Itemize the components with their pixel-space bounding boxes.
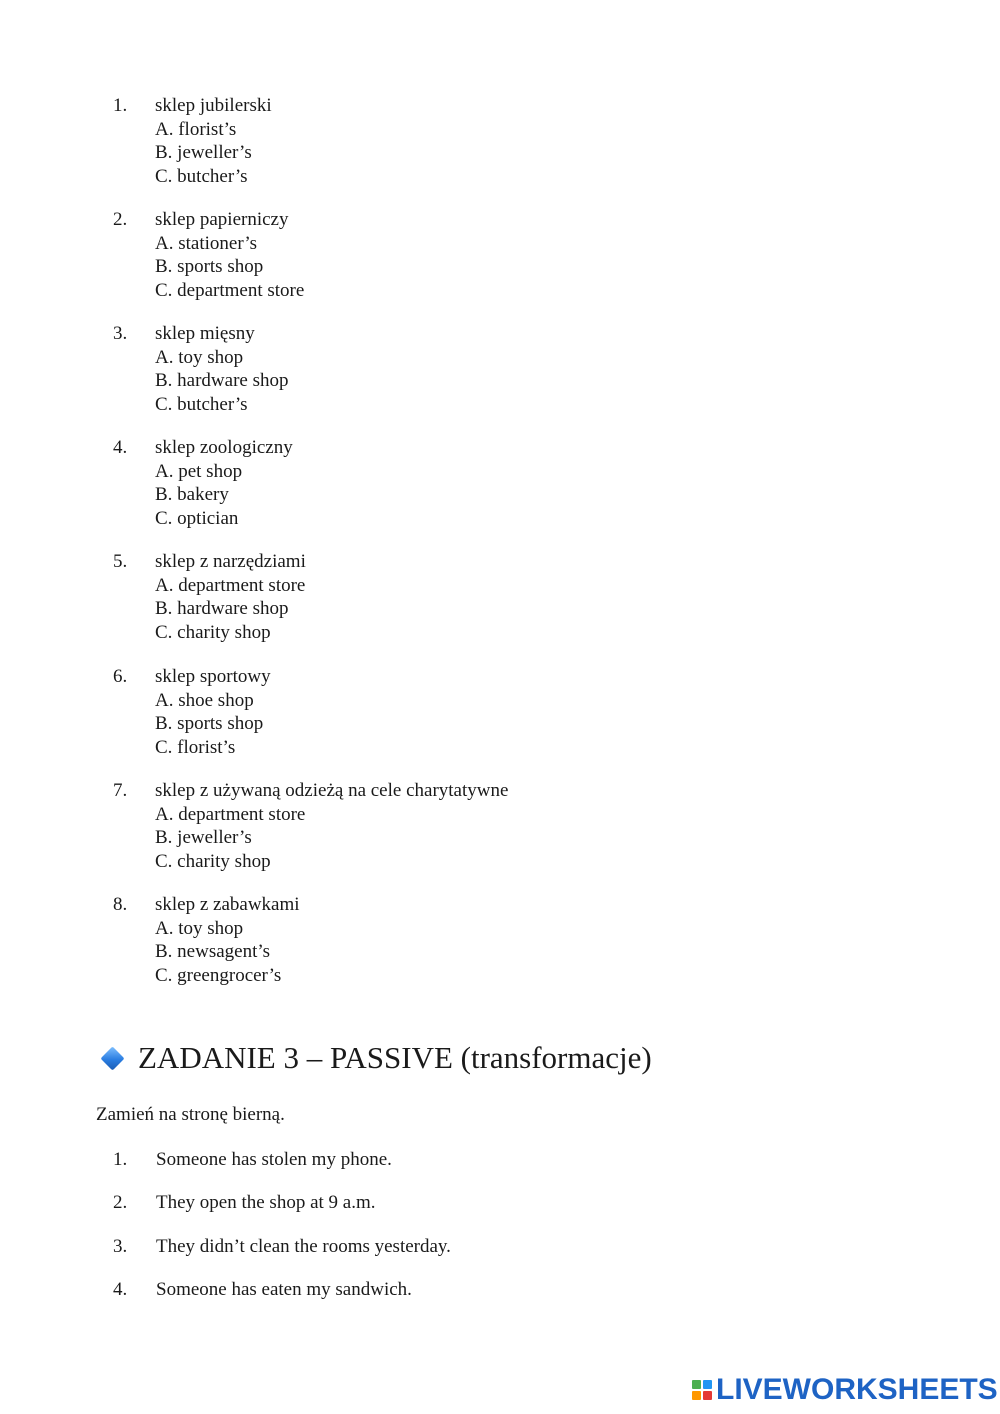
blue-diamond-icon xyxy=(100,1046,124,1070)
answer-option-a[interactable]: A. stationer’s xyxy=(155,232,258,254)
answer-option-c[interactable]: C. butcher’s xyxy=(155,393,248,415)
answer-option-a[interactable]: A. shoe shop xyxy=(155,689,254,711)
answer-option-c[interactable]: C. charity shop xyxy=(155,850,271,872)
question-stem: sklep papierniczy xyxy=(155,209,289,230)
liveworksheets-logo-icon xyxy=(692,1380,712,1400)
question-number: 6. xyxy=(113,666,128,687)
transform-item-text: Someone has stolen my phone. xyxy=(156,1149,392,1170)
answer-option-b[interactable]: B. jeweller’s xyxy=(155,827,252,848)
question-number: 5. xyxy=(113,551,128,572)
answer-option-b[interactable]: B. newsagent’s xyxy=(155,941,271,962)
answer-option-c[interactable]: C. department store xyxy=(155,279,305,301)
transform-item-text: Someone has eaten my sandwich. xyxy=(156,1279,412,1300)
answer-option-c[interactable]: C. florist’s xyxy=(155,736,236,758)
answer-option-b[interactable]: B. hardware shop xyxy=(155,598,289,619)
answer-option-c[interactable]: C. charity shop xyxy=(155,621,271,643)
section-instruction: Zamień na stronę bierną. xyxy=(96,1104,285,1125)
question-number: 2. xyxy=(113,209,128,230)
question-number: 1. xyxy=(113,95,128,116)
answer-option-a[interactable]: A. toy shop xyxy=(155,346,244,368)
question-stem: sklep mięsny xyxy=(155,323,255,344)
transform-item-text: They open the shop at 9 a.m. xyxy=(156,1192,376,1213)
transform-item-number: 4. xyxy=(113,1279,128,1300)
question-stem: sklep sportowy xyxy=(155,666,271,687)
question-number: 3. xyxy=(113,323,128,344)
transform-item-number: 2. xyxy=(113,1192,128,1213)
answer-option-b[interactable]: B. hardware shop xyxy=(155,370,289,391)
answer-option-c[interactable]: C. butcher’s xyxy=(155,165,248,187)
transform-item-number: 1. xyxy=(113,1149,128,1170)
question-number: 8. xyxy=(113,894,128,915)
question-stem: sklep z używaną odzieżą na cele charytatywne xyxy=(155,780,509,801)
answer-option-a[interactable]: A. florist’s xyxy=(155,118,237,140)
answer-option-b[interactable]: B. sports shop xyxy=(155,713,264,734)
answer-option-c[interactable]: C. optician xyxy=(155,507,239,529)
transform-item-number: 3. xyxy=(113,1236,128,1257)
question-stem: sklep z zabawkami xyxy=(155,894,300,915)
transform-item-text: They didn’t clean the rooms yesterday. xyxy=(156,1236,451,1257)
section-title: ZADANIE 3 – PASSIVE (transformacje) xyxy=(138,1040,652,1075)
answer-option-a[interactable]: A. toy shop xyxy=(155,917,244,939)
answer-option-a[interactable]: A. pet shop xyxy=(155,460,243,482)
answer-option-c[interactable]: C. greengrocer’s xyxy=(155,964,282,986)
answer-option-b[interactable]: B. sports shop xyxy=(155,256,264,277)
question-stem: sklep zoologiczny xyxy=(155,437,293,458)
answer-option-b[interactable]: B. jeweller’s xyxy=(155,142,252,163)
section-heading xyxy=(100,1038,652,1078)
answer-option-a[interactable]: A. department store xyxy=(155,574,306,596)
answer-option-b[interactable]: B. bakery xyxy=(155,484,229,505)
question-number: 4. xyxy=(113,437,128,458)
liveworksheets-logo[interactable] xyxy=(692,1374,998,1406)
question-stem: sklep z narzędziami xyxy=(155,551,306,572)
question-number: 7. xyxy=(113,780,128,801)
logo-text: LIVEWORKSHEETS xyxy=(716,1373,998,1406)
answer-option-a[interactable]: A. department store xyxy=(155,803,306,825)
question-stem: sklep jubilerski xyxy=(155,95,272,116)
